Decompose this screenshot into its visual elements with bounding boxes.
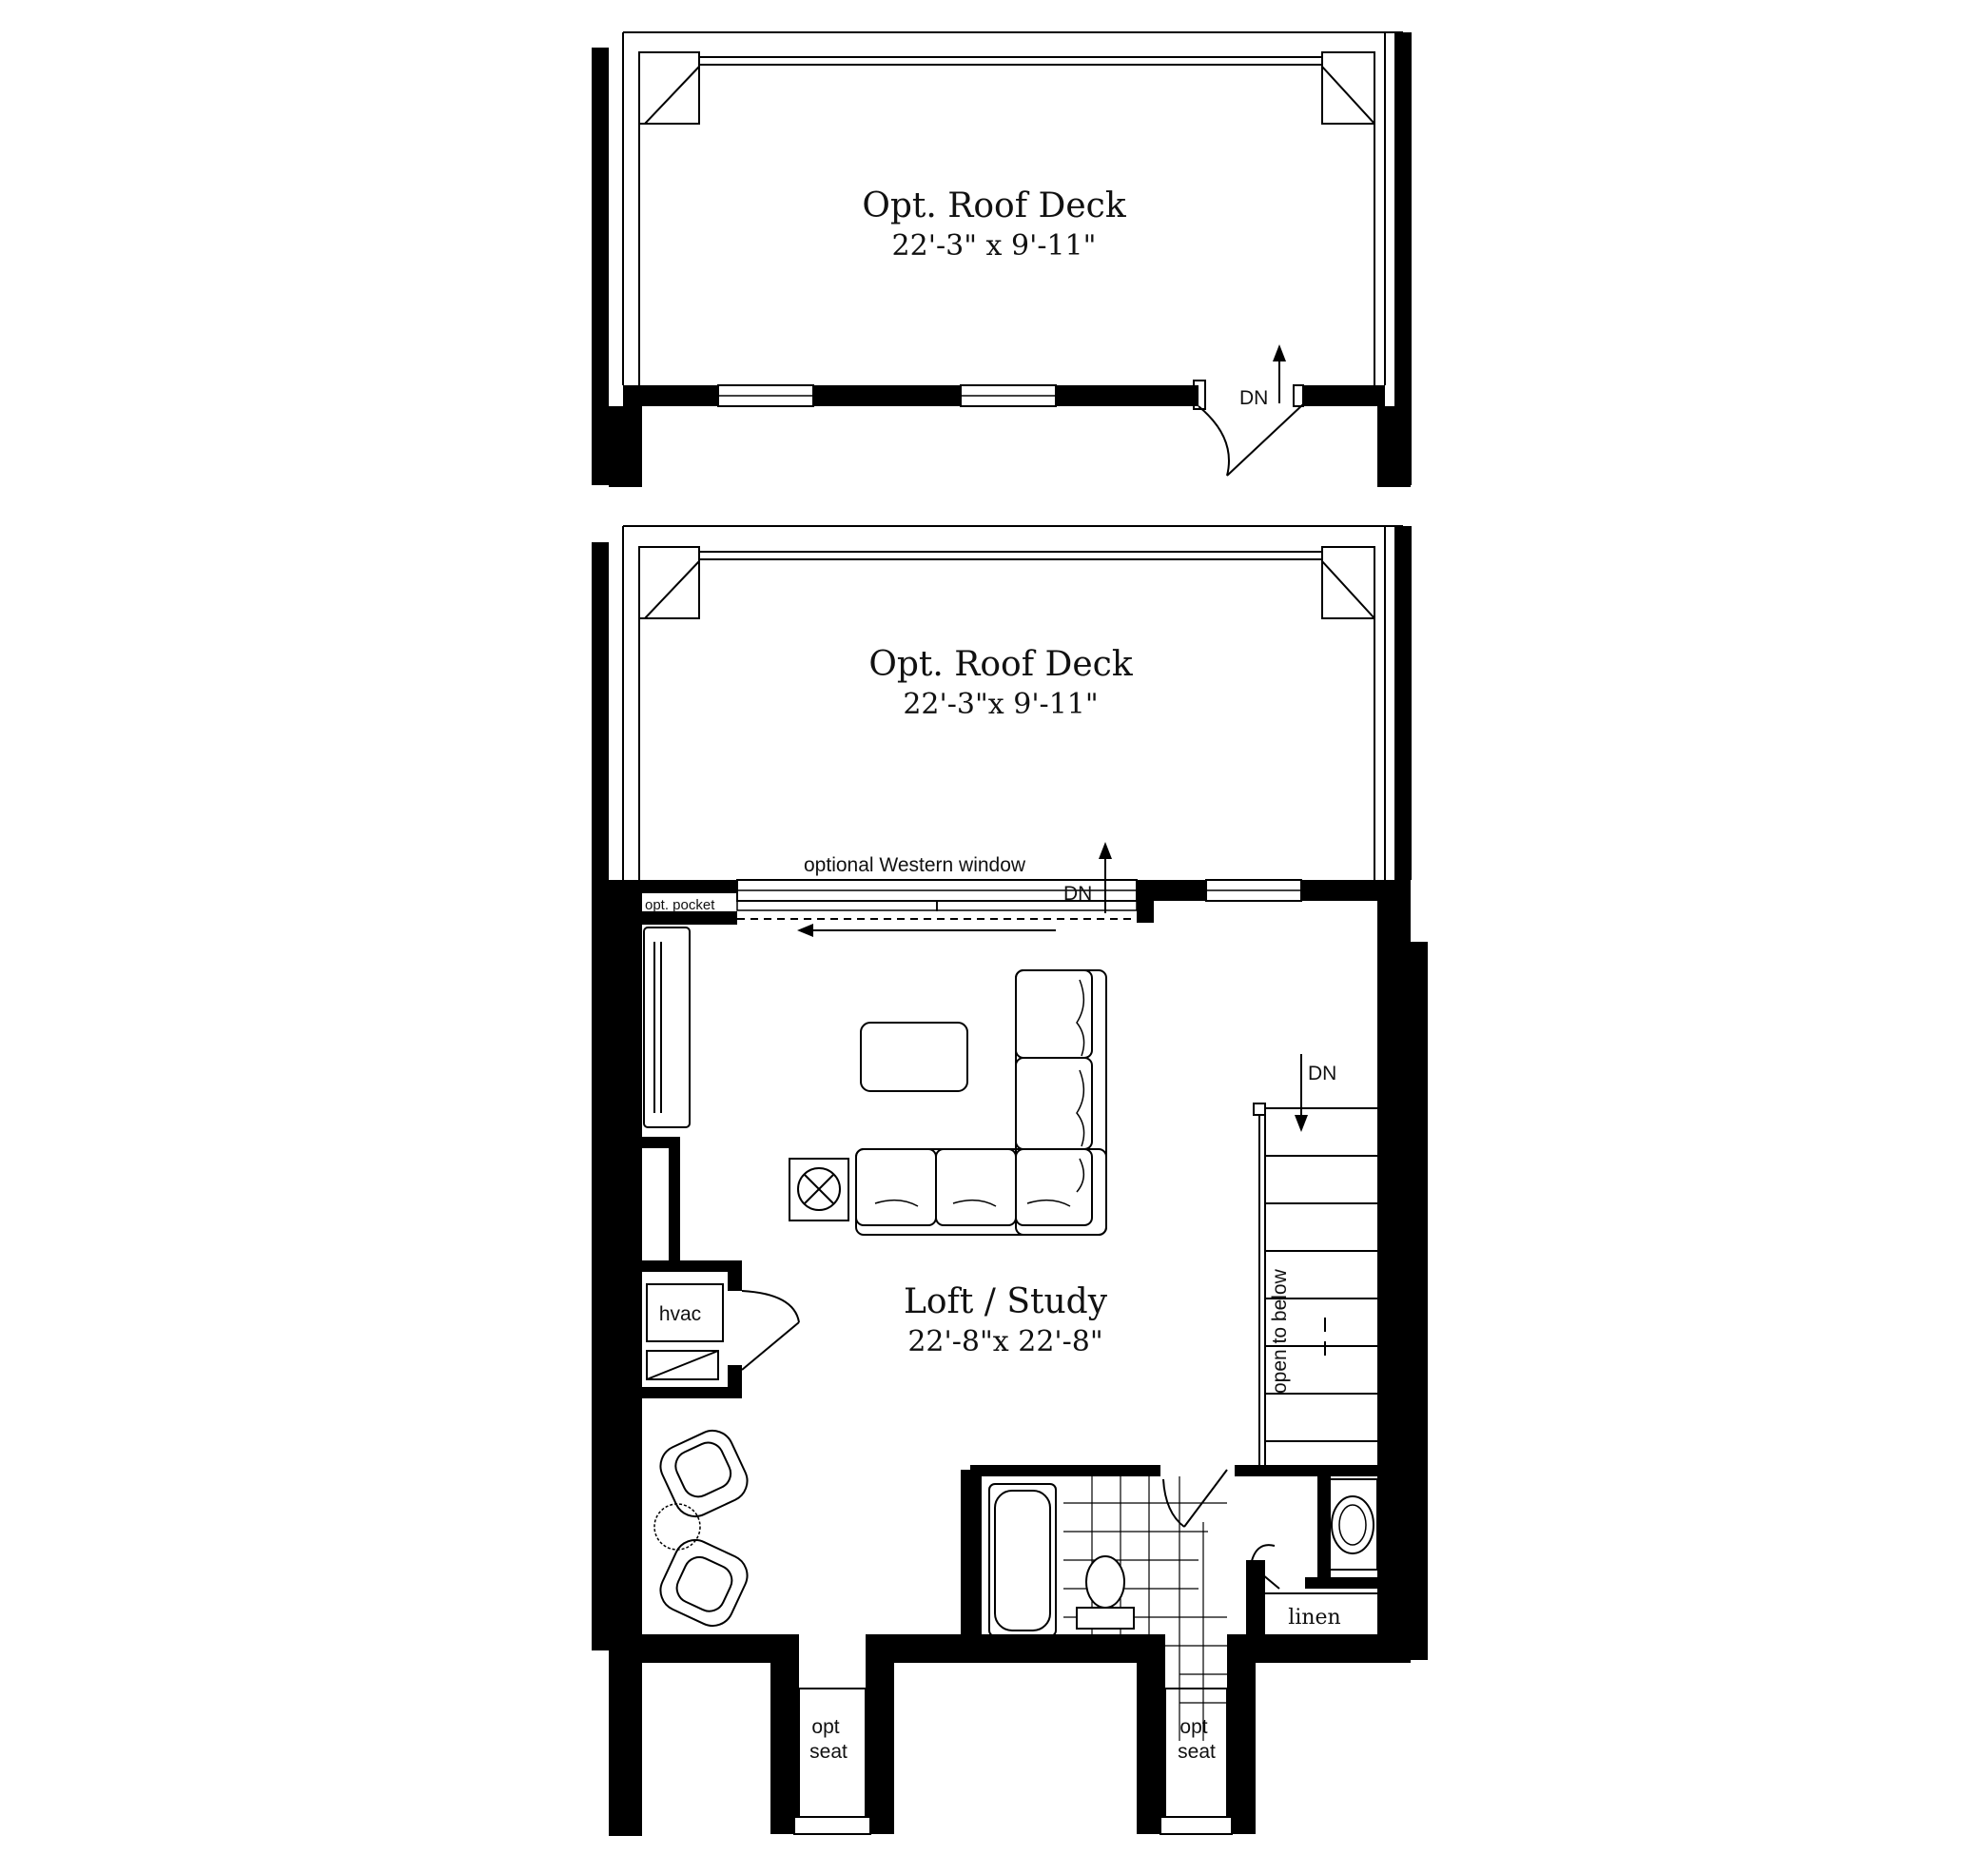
hvac-label: hvac xyxy=(658,1303,702,1325)
open-to-below-label: open to below xyxy=(1269,1269,1291,1394)
window-dn-label: DN xyxy=(1063,883,1093,905)
staircase xyxy=(1235,1054,1377,1476)
opt-seat-right-opt: opt xyxy=(1179,1716,1208,1738)
linen-label: linen xyxy=(1288,1606,1341,1630)
opt-seat-left-seat: seat xyxy=(809,1741,848,1763)
lower-deck-title: Opt. Roof Deck xyxy=(868,645,1133,684)
lower-deck-dims: 22'-3"x 9'-11" xyxy=(903,688,1099,721)
loft-study xyxy=(592,842,1428,1836)
opt-pocket-label: opt. pocket xyxy=(645,897,715,913)
upper-dn-label: DN xyxy=(1239,387,1269,409)
western-window-label: optional Western window xyxy=(804,854,1026,876)
sectional-sofa xyxy=(856,970,1106,1235)
lounge-chairs xyxy=(653,1424,753,1633)
opt-seat-left-opt: opt xyxy=(811,1716,840,1738)
upper-deck-title: Opt. Roof Deck xyxy=(862,186,1126,225)
opt-seat-right-seat: seat xyxy=(1178,1741,1216,1763)
upper-roof-deck xyxy=(592,32,1412,487)
bathroom xyxy=(970,1465,1377,1741)
loft-title: Loft / Study xyxy=(903,1282,1108,1321)
upper-deck-dims: 22'-3" x 9'-11" xyxy=(891,229,1097,263)
stair-dn-label: DN xyxy=(1308,1063,1337,1084)
loft-dims: 22'-8"x 22'-8" xyxy=(907,1325,1103,1358)
